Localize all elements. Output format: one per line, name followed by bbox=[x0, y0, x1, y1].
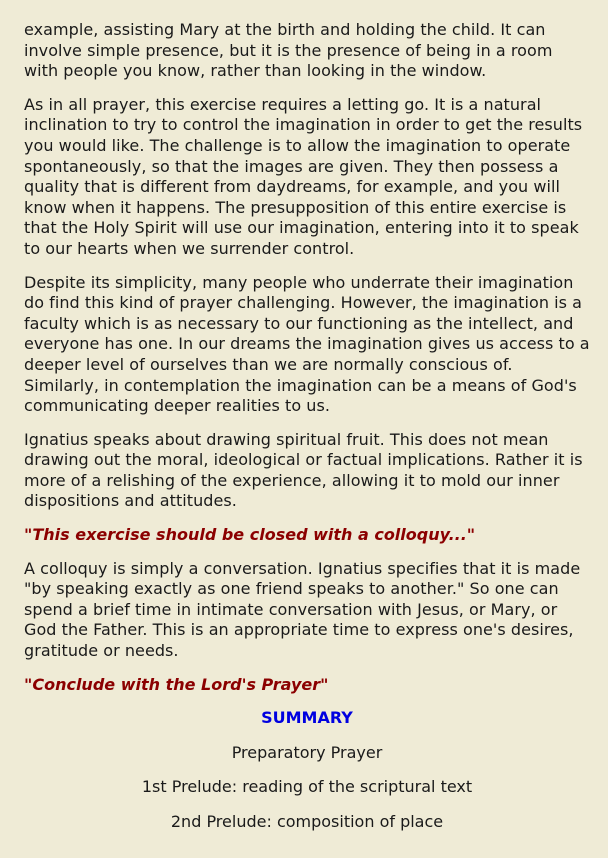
quote-lords-prayer: "Conclude with the Lord's Prayer" bbox=[24, 674, 329, 694]
paragraph-colloquy: A colloquy is simply a conversation. Ignatius specifies that it is made "by speaking exactly as one friend speaks to another." So one can spend a brief time in intimate conversation with Jesus, or Mary, or God the Father. This is an appropriate time to express one's desires, gratitude or needs. bbox=[24, 558, 581, 661]
summary-item-preparatory-prayer: Preparatory Prayer bbox=[231, 742, 383, 762]
paragraph-spiritual-fruit: Ignatius speaks about drawing spiritual fruit. This does not mean drawing out the moral, ideological or factual implications. Rather it is more of a relishing of the experience, allowing it to mold our inner dispositions and attitudes. bbox=[24, 429, 583, 511]
summary-item-second-prelude: 2nd Prelude: composition of place bbox=[170, 812, 444, 831]
paragraph-birth-presence: example, assisting Mary at the birth and holding the child. It can involve simple presence, but it is the presence of being in a room with people you know, rather than looking in the window. bbox=[24, 20, 553, 81]
summary-item-first-prelude: 1st Prelude: reading of the scriptural text bbox=[141, 777, 473, 797]
paragraph-letting-go: As in all prayer, this exercise requires a letting go. It is a natural inclination to try to control the imagination in order to get the results you would like. The challenge is to allow the imagination to operate spontaneously, so that the images are given. They then possess a quality that is different from daydreams, for example, and you will know when it happens. The presupposition of this entire exercise is that the Holy Spirit will use our imagination, entering into it to speak to our hearts when we surrender control. bbox=[24, 94, 583, 258]
summary-heading: SUMMARY bbox=[261, 708, 353, 728]
paragraph-imagination: Despite its simplicity, many people who underrate their imagination do find this kind of prayer challenging. However, the imagination is a faculty which is as necessary to our functioning as the intellect, and everyone has one. In our dreams the imagination gives us access to a deeper level of ourselves than we are normally conscious of. Similarly, in contemplation the imagination can be a means of God's communicating deeper realities to us. bbox=[24, 272, 590, 416]
quote-colloquy: "This exercise should be closed with a colloquy..." bbox=[24, 525, 476, 545]
